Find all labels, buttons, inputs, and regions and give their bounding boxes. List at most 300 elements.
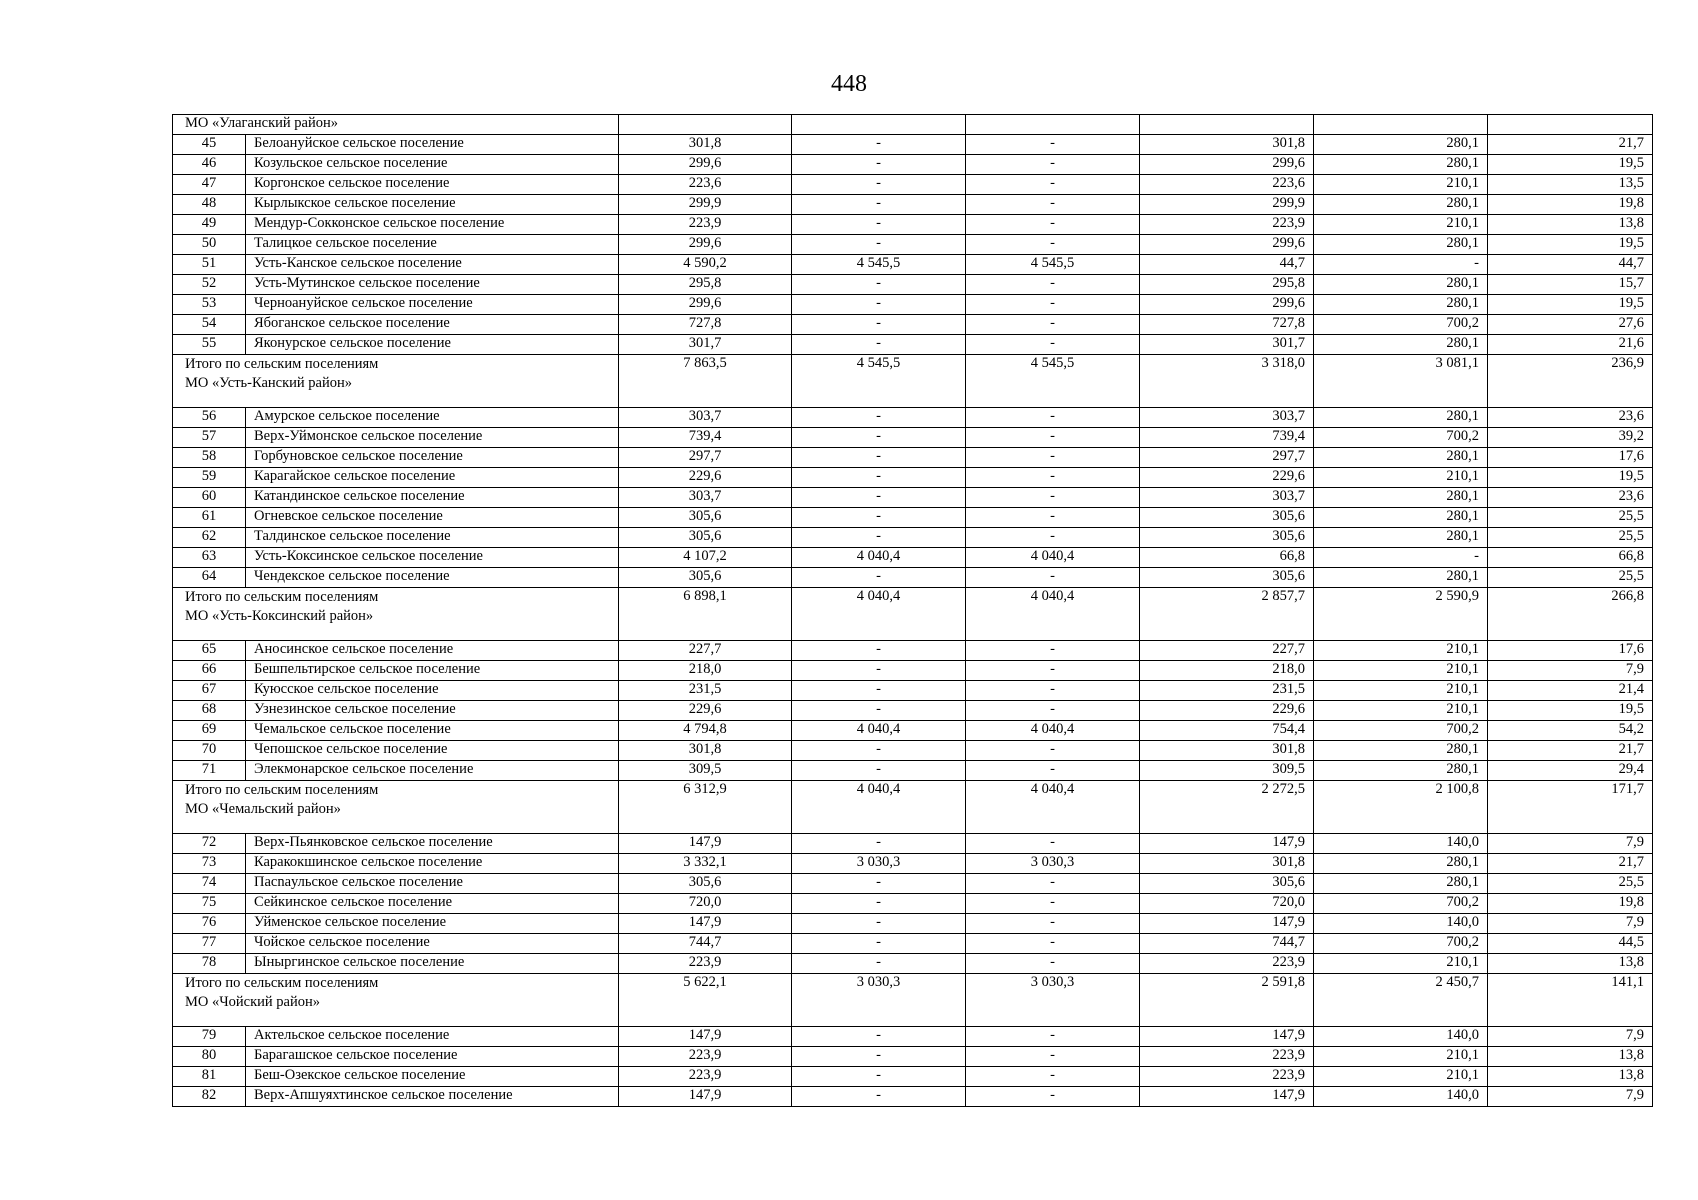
col3-value: -: [966, 761, 1140, 781]
col5-value: 280,1: [1314, 761, 1488, 781]
col5-value: 210,1: [1314, 681, 1488, 701]
col6-value: 19,8: [1488, 894, 1653, 914]
col6-value: 21,6: [1488, 335, 1653, 355]
col5-value: 140,0: [1314, 1087, 1488, 1107]
col6-value: 23,6: [1488, 408, 1653, 428]
subtotal-label: Итого по сельским поселениям: [185, 589, 379, 605]
subtotal-col2-value: 4 040,4: [792, 588, 966, 641]
total-value: 229,6: [619, 468, 792, 488]
col3-value: -: [966, 215, 1140, 235]
col6-value: 23,6: [1488, 488, 1653, 508]
table-row: [173, 235, 1653, 255]
settlement-name: Талдинское сельское поселение: [246, 528, 619, 548]
col5-value: 280,1: [1314, 528, 1488, 548]
col5-value: 280,1: [1314, 408, 1488, 428]
col5-value: 210,1: [1314, 954, 1488, 974]
col3-value: 4 040,4: [966, 721, 1140, 741]
subtotal-total-value: 6 312,9: [619, 781, 792, 834]
settlement-name: Горбуновское сельское поселение: [246, 448, 619, 468]
total-value: 4 794,8: [619, 721, 792, 741]
col4-value: 305,6: [1140, 568, 1314, 588]
col2-value: -: [792, 741, 966, 761]
col3-value: -: [966, 894, 1140, 914]
table-row: [173, 641, 1653, 661]
col5-value: 700,2: [1314, 894, 1488, 914]
row-number: 73: [173, 854, 246, 874]
col4-value: 301,7: [1140, 335, 1314, 355]
row-number: 51: [173, 255, 246, 275]
col6-value: 27,6: [1488, 315, 1653, 335]
col3-value: -: [966, 295, 1140, 315]
row-number: 75: [173, 894, 246, 914]
col6-value: 21,4: [1488, 681, 1653, 701]
col2-value: -: [792, 135, 966, 155]
settlement-name: Куюсское сельское поселение: [246, 681, 619, 701]
col4-value: 223,9: [1140, 1047, 1314, 1067]
settlement-name: Чендекское сельское поселение: [246, 568, 619, 588]
row-number: 46: [173, 155, 246, 175]
col6-value: 13,8: [1488, 1067, 1653, 1087]
row-number: 48: [173, 195, 246, 215]
col3-value: -: [966, 175, 1140, 195]
total-value: 223,9: [619, 1047, 792, 1067]
subtotal-col6-value: 171,7: [1488, 781, 1653, 834]
col4-value: 229,6: [1140, 701, 1314, 721]
col3-value: -: [966, 468, 1140, 488]
total-value: 301,7: [619, 335, 792, 355]
table-row: [173, 488, 1653, 508]
settlement-name: Амурское сельское поселение: [246, 408, 619, 428]
col3-value: -: [966, 874, 1140, 894]
col3-value: -: [966, 701, 1140, 721]
col2-value: -: [792, 661, 966, 681]
row-number: 70: [173, 741, 246, 761]
col2-value: 4 040,4: [792, 548, 966, 568]
district-header: МО «Чойский район»: [185, 994, 321, 1010]
total-value: 299,6: [619, 295, 792, 315]
col6-value: 19,5: [1488, 701, 1653, 721]
col5-value: 140,0: [1314, 834, 1488, 854]
total-value: 727,8: [619, 315, 792, 335]
subtotal-col5-value: 2 450,7: [1314, 974, 1488, 1027]
subtotal-col3-value: 3 030,3: [966, 974, 1140, 1027]
settlement-name: Мендур-Сокконское сельское поселение: [246, 215, 619, 235]
col6-value: 21,7: [1488, 135, 1653, 155]
total-value: 3 332,1: [619, 854, 792, 874]
settlement-name: Чойское сельское поселение: [246, 934, 619, 954]
subtotal-col4-value: 2 272,5: [1140, 781, 1314, 834]
row-number: 65: [173, 641, 246, 661]
total-value: 305,6: [619, 568, 792, 588]
settlement-name: Верх-Апшуяхтинское сельское поселение: [246, 1087, 619, 1107]
settlement-name: Сейкинское сельское поселение: [246, 894, 619, 914]
col4-value: 297,7: [1140, 448, 1314, 468]
col6-value: 13,8: [1488, 1047, 1653, 1067]
col4-value: 299,6: [1140, 155, 1314, 175]
settlement-name: Чепошское сельское поселение: [246, 741, 619, 761]
col6-value: 25,5: [1488, 528, 1653, 548]
col5-value: 280,1: [1314, 195, 1488, 215]
subtotal-col3-value: 4 545,5: [966, 355, 1140, 408]
col2-value: -: [792, 568, 966, 588]
subtotal-col4-value: 3 318,0: [1140, 355, 1314, 408]
col2-value: 3 030,3: [792, 854, 966, 874]
settlement-name: Катандинское сельское поселение: [246, 488, 619, 508]
row-number: 78: [173, 954, 246, 974]
row-number: 62: [173, 528, 246, 548]
subtotal-col4-value: 2 857,7: [1140, 588, 1314, 641]
budget-table: [172, 114, 1653, 1107]
col5-value: 280,1: [1314, 854, 1488, 874]
col2-value: -: [792, 315, 966, 335]
row-number: 64: [173, 568, 246, 588]
total-value: 223,9: [619, 954, 792, 974]
subtotal-col2-value: 4 040,4: [792, 781, 966, 834]
col4-value: 147,9: [1140, 834, 1314, 854]
col4-value: 66,8: [1140, 548, 1314, 568]
col3-value: -: [966, 934, 1140, 954]
col2-value: -: [792, 235, 966, 255]
total-value: 301,8: [619, 135, 792, 155]
total-value: 223,9: [619, 215, 792, 235]
row-number: 81: [173, 1067, 246, 1087]
col2-value: -: [792, 681, 966, 701]
col4-value: 147,9: [1140, 914, 1314, 934]
col5-value: 280,1: [1314, 448, 1488, 468]
col5-value: 280,1: [1314, 155, 1488, 175]
page-number: 448: [831, 71, 867, 97]
total-value: 147,9: [619, 914, 792, 934]
total-value: 303,7: [619, 488, 792, 508]
row-number: 55: [173, 335, 246, 355]
total-value: 223,6: [619, 175, 792, 195]
col2-value: -: [792, 295, 966, 315]
subtotal-label-cell: [173, 781, 619, 834]
col4-value: 727,8: [1140, 315, 1314, 335]
col2-value: -: [792, 508, 966, 528]
settlement-name: Коргонское сельское поселение: [246, 175, 619, 195]
row-number: 80: [173, 1047, 246, 1067]
row-number: 79: [173, 1027, 246, 1047]
col5-value: 210,1: [1314, 641, 1488, 661]
col4-value: 299,9: [1140, 195, 1314, 215]
col2-value: -: [792, 1067, 966, 1087]
row-number: 69: [173, 721, 246, 741]
col2-value: -: [792, 468, 966, 488]
subtotal-col2-value: 4 545,5: [792, 355, 966, 408]
table-row: [173, 155, 1653, 175]
table-row: [173, 661, 1653, 681]
table-row: [173, 295, 1653, 315]
col3-value: -: [966, 488, 1140, 508]
subtotal-col6-value: 141,1: [1488, 974, 1653, 1027]
total-value: 147,9: [619, 1027, 792, 1047]
row-number: 52: [173, 275, 246, 295]
subtotal-label-cell: [173, 974, 619, 1027]
total-value: 231,5: [619, 681, 792, 701]
col2-value: -: [792, 1027, 966, 1047]
col6-value: 7,9: [1488, 1027, 1653, 1047]
total-value: 227,7: [619, 641, 792, 661]
table-row: [173, 954, 1653, 974]
col4-value: 147,9: [1140, 1027, 1314, 1047]
col4-value: 299,6: [1140, 295, 1314, 315]
col6-value: 25,5: [1488, 508, 1653, 528]
settlement-name: Усть-Канское сельское поселение: [246, 255, 619, 275]
col5-value: 210,1: [1314, 468, 1488, 488]
col3-value: 4 040,4: [966, 548, 1140, 568]
district-header: МО «Усть-Коксинский район»: [185, 608, 374, 624]
settlement-name: Ябоганское сельское поселение: [246, 315, 619, 335]
subtotal-col5-value: 2 590,9: [1314, 588, 1488, 641]
total-value: 744,7: [619, 934, 792, 954]
col3-value: -: [966, 275, 1140, 295]
col4-value: 305,6: [1140, 508, 1314, 528]
col6-value: 15,7: [1488, 275, 1653, 295]
col2-value: -: [792, 275, 966, 295]
col4-value: 223,6: [1140, 175, 1314, 195]
subtotal-label: Итого по сельским поселениям: [185, 356, 379, 372]
row-number: 50: [173, 235, 246, 255]
col6-value: 44,5: [1488, 934, 1653, 954]
col6-value: 13,5: [1488, 175, 1653, 195]
table-row: [173, 934, 1653, 954]
table-row: [173, 508, 1653, 528]
col3-value: -: [966, 568, 1140, 588]
col5-value: -: [1314, 255, 1488, 275]
col2-value: -: [792, 408, 966, 428]
subtotal-col3-value: 4 040,4: [966, 588, 1140, 641]
subtotal-row: [173, 974, 1653, 1027]
col6-value: 17,6: [1488, 448, 1653, 468]
col4-value: 720,0: [1140, 894, 1314, 914]
subtotal-row: [173, 588, 1653, 641]
col2-value: -: [792, 528, 966, 548]
row-number: 67: [173, 681, 246, 701]
col6-value: 29,4: [1488, 761, 1653, 781]
total-value: 229,6: [619, 701, 792, 721]
total-value: 223,9: [619, 1067, 792, 1087]
row-number: 47: [173, 175, 246, 195]
col6-value: 7,9: [1488, 1087, 1653, 1107]
col2-value: -: [792, 215, 966, 235]
col5-value: 280,1: [1314, 508, 1488, 528]
total-value: 299,6: [619, 235, 792, 255]
col2-value: -: [792, 894, 966, 914]
col5-value: 280,1: [1314, 135, 1488, 155]
total-value: 303,7: [619, 408, 792, 428]
total-value: 299,6: [619, 155, 792, 175]
row-number: 76: [173, 914, 246, 934]
col4-value: 231,5: [1140, 681, 1314, 701]
col2-value: -: [792, 874, 966, 894]
total-value: 739,4: [619, 428, 792, 448]
col4-value: 301,8: [1140, 741, 1314, 761]
col5-value: 280,1: [1314, 295, 1488, 315]
col3-value: -: [966, 428, 1140, 448]
settlement-name: Барагашское сельское поселение: [246, 1047, 619, 1067]
col6-value: 17,6: [1488, 641, 1653, 661]
col2-value: 4 040,4: [792, 721, 966, 741]
total-value: 218,0: [619, 661, 792, 681]
col4-value: 739,4: [1140, 428, 1314, 448]
col4-value: 223,9: [1140, 1067, 1314, 1087]
col2-value: -: [792, 1087, 966, 1107]
settlement-name: Кырлыкское сельское поселение: [246, 195, 619, 215]
settlement-name: Огневское сельское поселение: [246, 508, 619, 528]
settlement-name: Аносинское сельское поселение: [246, 641, 619, 661]
col2-value: -: [792, 701, 966, 721]
col6-value: 13,8: [1488, 215, 1653, 235]
settlement-name: Верх-Уймонское сельское поселение: [246, 428, 619, 448]
row-number: 71: [173, 761, 246, 781]
col4-value: 301,8: [1140, 854, 1314, 874]
table-row: [173, 741, 1653, 761]
subtotal-label: Итого по сельским поселениям: [185, 975, 379, 991]
col4-value: 744,7: [1140, 934, 1314, 954]
col4-value: 754,4: [1140, 721, 1314, 741]
col3-value: -: [966, 661, 1140, 681]
settlement-name: Чемальское сельское поселение: [246, 721, 619, 741]
row-number: 82: [173, 1087, 246, 1107]
total-value: 309,5: [619, 761, 792, 781]
col2-value: -: [792, 914, 966, 934]
col2-value: -: [792, 641, 966, 661]
col5-value: 700,2: [1314, 934, 1488, 954]
col3-value: -: [966, 195, 1140, 215]
col3-value: -: [966, 954, 1140, 974]
col3-value: -: [966, 135, 1140, 155]
col5-value: 700,2: [1314, 315, 1488, 335]
table-row: [173, 448, 1653, 468]
col2-value: -: [792, 1047, 966, 1067]
col3-value: 3 030,3: [966, 854, 1140, 874]
table-row: [173, 528, 1653, 548]
col4-value: 227,7: [1140, 641, 1314, 661]
table-row: [173, 1067, 1653, 1087]
subtotal-col6-value: 236,9: [1488, 355, 1653, 408]
row-number: 49: [173, 215, 246, 235]
total-value: 147,9: [619, 1087, 792, 1107]
table-row: [173, 854, 1653, 874]
col2-value: -: [792, 428, 966, 448]
col5-value: 210,1: [1314, 661, 1488, 681]
row-number: 57: [173, 428, 246, 448]
table-row: [173, 721, 1653, 741]
col6-value: 21,7: [1488, 741, 1653, 761]
col5-value: -: [1314, 548, 1488, 568]
settlement-name: Элекмонарское сельское поселение: [246, 761, 619, 781]
table-row: [173, 548, 1653, 568]
col2-value: -: [792, 954, 966, 974]
settlement-name: Усть-Мутинское сельское поселение: [246, 275, 619, 295]
table-row: [173, 315, 1653, 335]
col2-value: 4 545,5: [792, 255, 966, 275]
total-value: 295,8: [619, 275, 792, 295]
district-header-row: [173, 115, 1653, 135]
settlement-name: Верх-Пьянковское сельское поселение: [246, 834, 619, 854]
row-number: 66: [173, 661, 246, 681]
settlement-name: Каракокшинское сельское поселение: [246, 854, 619, 874]
col3-value: -: [966, 1067, 1140, 1087]
col3-value: -: [966, 508, 1140, 528]
col5-value: 280,1: [1314, 275, 1488, 295]
table-row: [173, 335, 1653, 355]
subtotal-col4-value: 2 591,8: [1140, 974, 1314, 1027]
table-row: [173, 701, 1653, 721]
col4-value: 295,8: [1140, 275, 1314, 295]
settlement-name: Белоануйское сельское поселение: [246, 135, 619, 155]
col3-value: -: [966, 641, 1140, 661]
table-row: [173, 874, 1653, 894]
col4-value: 305,6: [1140, 874, 1314, 894]
total-value: 305,6: [619, 874, 792, 894]
col4-value: 303,7: [1140, 488, 1314, 508]
col4-value: 223,9: [1140, 954, 1314, 974]
col5-value: 210,1: [1314, 1047, 1488, 1067]
settlement-name: Уйменское сельское поселение: [246, 914, 619, 934]
table-row: [173, 1047, 1653, 1067]
col5-value: 280,1: [1314, 235, 1488, 255]
table-row: [173, 834, 1653, 854]
col6-value: 66,8: [1488, 548, 1653, 568]
settlement-name: Беш-Озекское сельское поселение: [246, 1067, 619, 1087]
table-row: [173, 135, 1653, 155]
col6-value: 25,5: [1488, 874, 1653, 894]
col3-value: -: [966, 448, 1140, 468]
col5-value: 700,2: [1314, 428, 1488, 448]
col5-value: 210,1: [1314, 1067, 1488, 1087]
col6-value: 21,7: [1488, 854, 1653, 874]
col6-value: 19,5: [1488, 295, 1653, 315]
col6-value: 13,8: [1488, 954, 1653, 974]
district-header: МО «Чемальский район»: [185, 801, 341, 817]
col2-value: -: [792, 488, 966, 508]
subtotal-total-value: 7 863,5: [619, 355, 792, 408]
row-number: 60: [173, 488, 246, 508]
col6-value: 39,2: [1488, 428, 1653, 448]
table-row: [173, 568, 1653, 588]
table-row: [173, 1087, 1653, 1107]
total-value: 297,7: [619, 448, 792, 468]
table-body: [173, 115, 1653, 1107]
row-number: 63: [173, 548, 246, 568]
col5-value: 140,0: [1314, 914, 1488, 934]
total-value: 4 107,2: [619, 548, 792, 568]
col2-value: -: [792, 761, 966, 781]
col5-value: 280,1: [1314, 335, 1488, 355]
total-value: 301,8: [619, 741, 792, 761]
col4-value: 299,6: [1140, 235, 1314, 255]
col4-value: 44,7: [1140, 255, 1314, 275]
settlement-name: Талицкое сельское поселение: [246, 235, 619, 255]
table-row: [173, 914, 1653, 934]
table-row: [173, 215, 1653, 235]
col6-value: 19,5: [1488, 155, 1653, 175]
col4-value: 218,0: [1140, 661, 1314, 681]
settlement-name: Пасnaульское сельское поселение: [246, 874, 619, 894]
col3-value: -: [966, 235, 1140, 255]
col6-value: 19,5: [1488, 235, 1653, 255]
col4-value: 223,9: [1140, 215, 1314, 235]
subtotal-total-value: 5 622,1: [619, 974, 792, 1027]
table-row: [173, 255, 1653, 275]
table-row: [173, 468, 1653, 488]
settlement-name: Узнезинское сельское поселение: [246, 701, 619, 721]
settlement-name: Ыныргинское сельское поселение: [246, 954, 619, 974]
col5-value: 210,1: [1314, 175, 1488, 195]
table-row: [173, 894, 1653, 914]
